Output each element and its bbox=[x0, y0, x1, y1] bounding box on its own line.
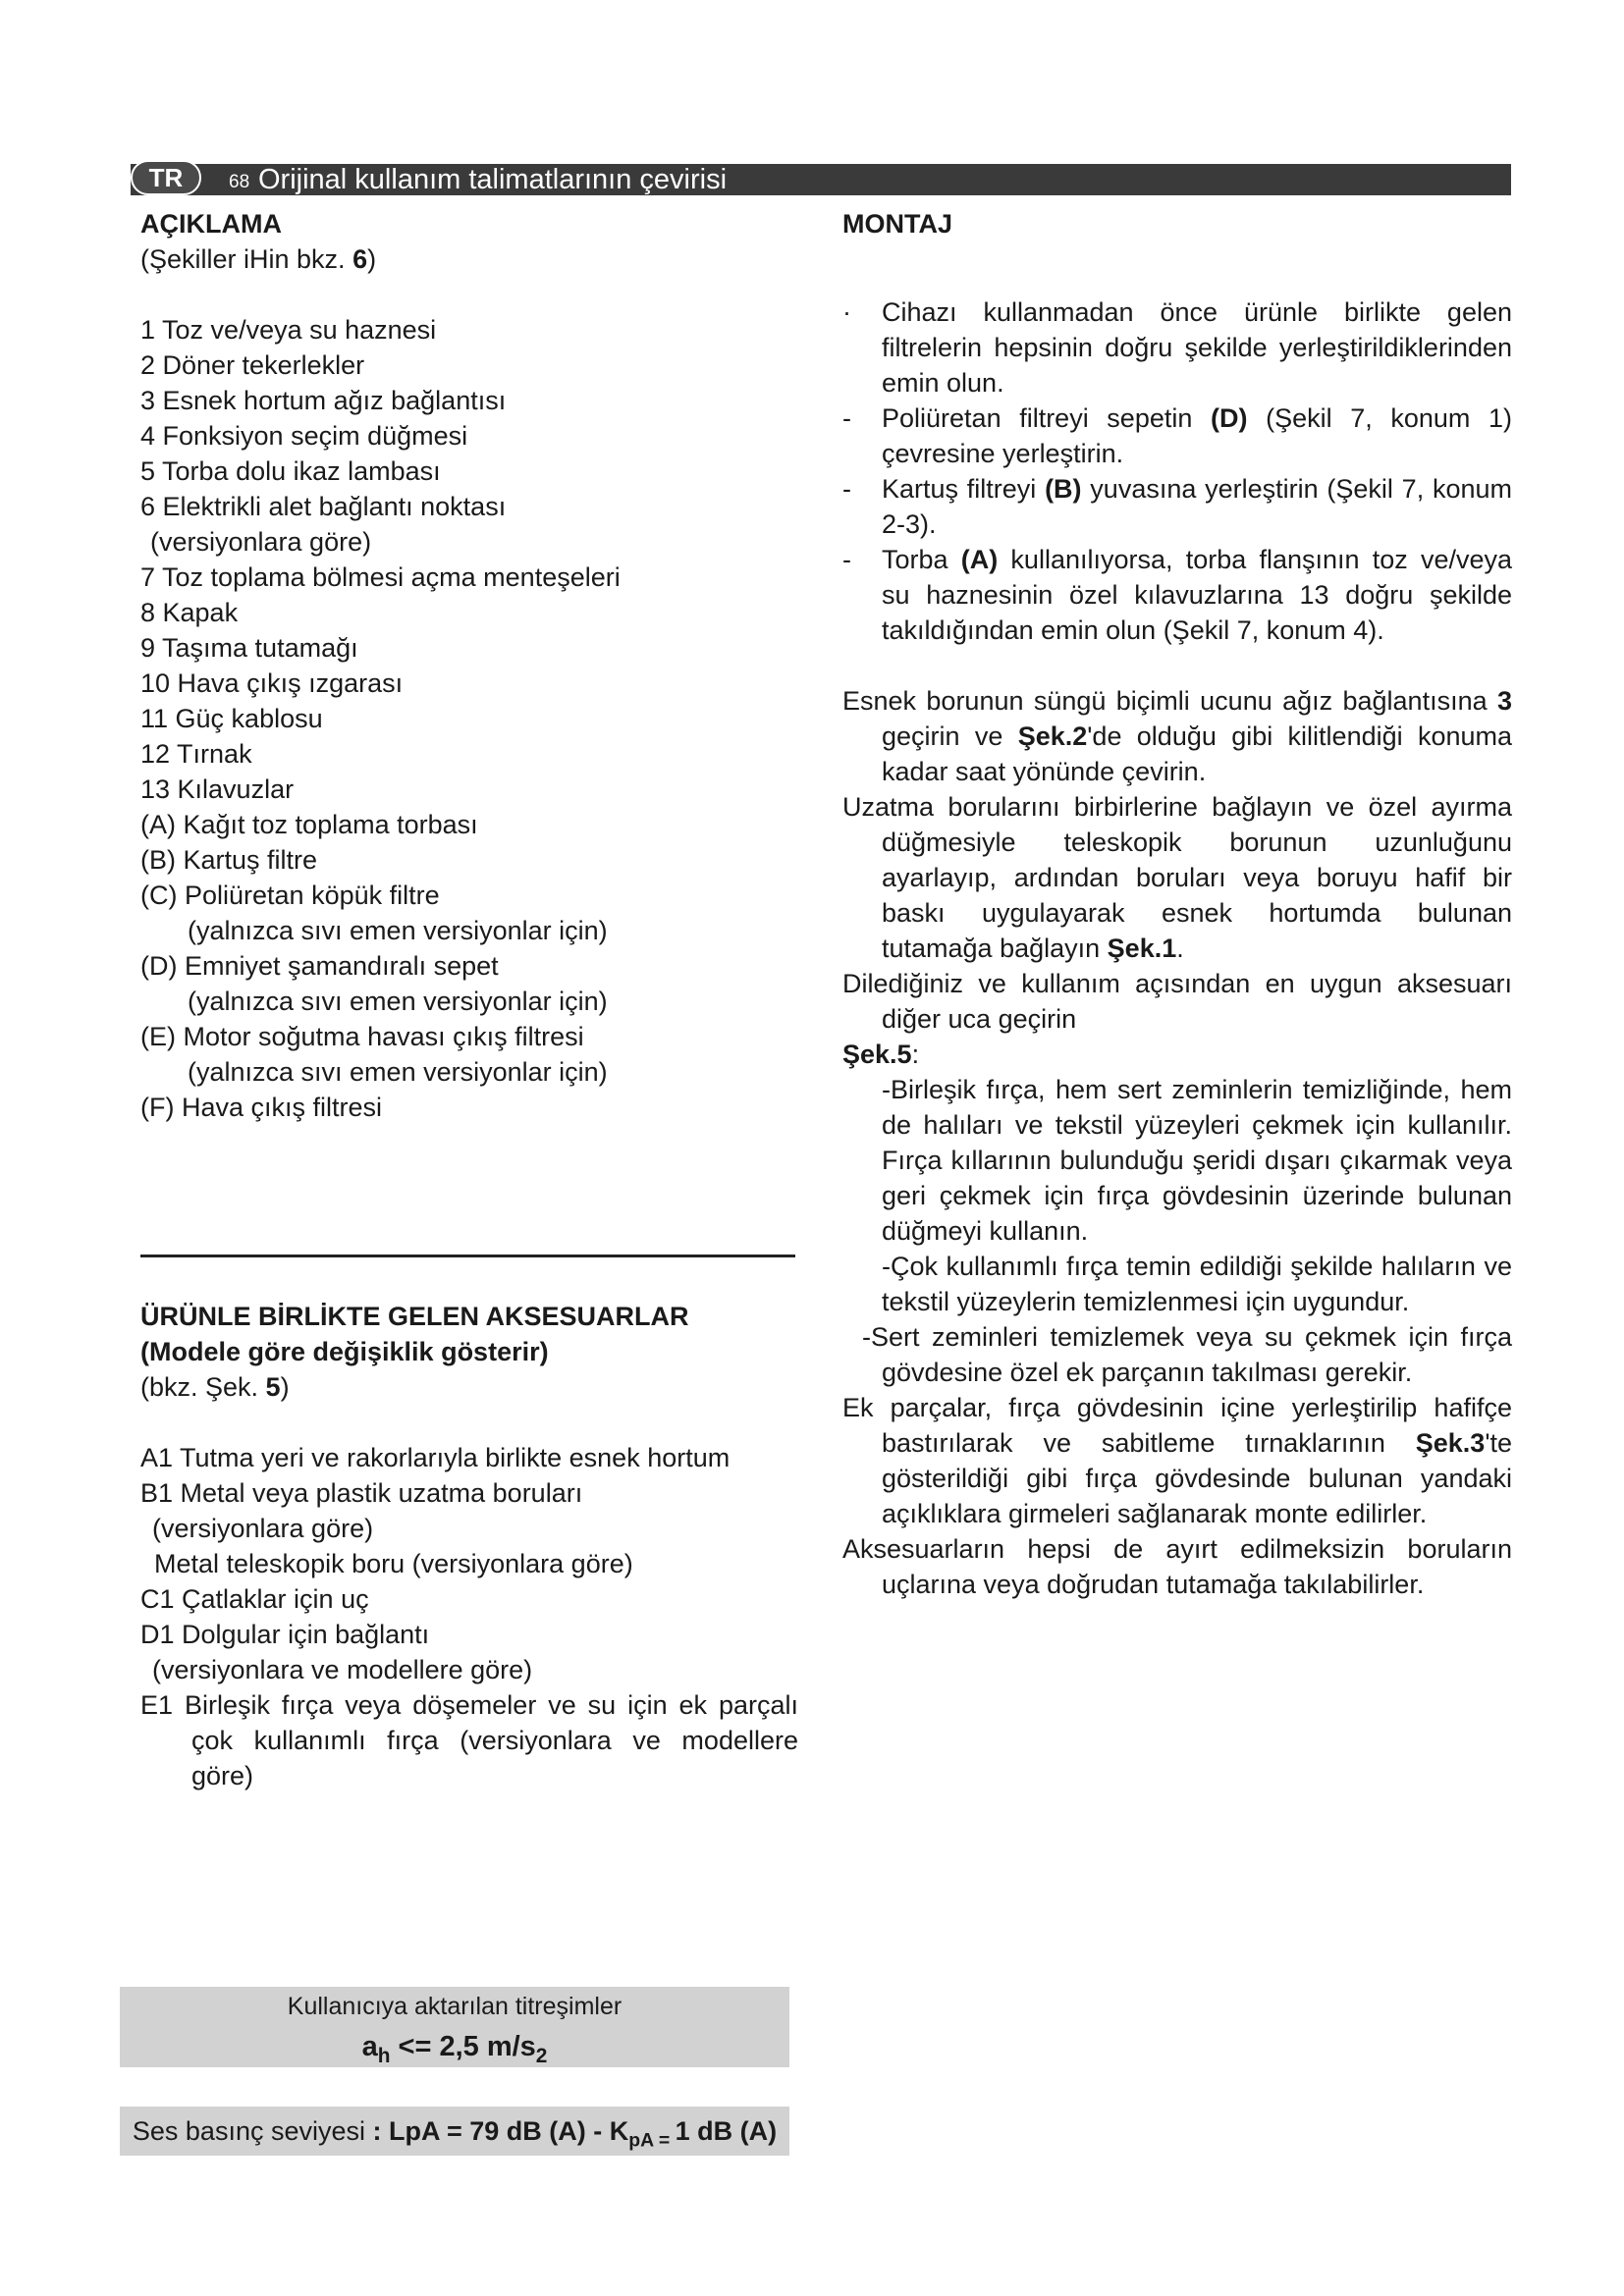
description-item: (yalnızca sıvı emen versiyonlar için) bbox=[188, 916, 608, 945]
description-item: 6 Elektrikli alet bağlantı noktası bbox=[140, 492, 507, 521]
fig5-list bbox=[842, 1072, 1512, 1390]
noise-value: LpA = 79 dB $(A) - K_{pA =}$ 1 dB (A) bbox=[389, 2116, 778, 2152]
description-item: 10 Hava çıkış ızgarası bbox=[140, 668, 404, 698]
fig5-label: Şek.5: bbox=[842, 1040, 920, 1069]
assembly-bullet: · Cihazı kullanmadan önce ürünle birlikte gelen filtrelerin hepsinin doğru şekilde yerleştirildiklerinden emin olun. bbox=[842, 297, 1512, 398]
description-item: (yalnızca sıvı emen versiyonlar için) bbox=[188, 1057, 608, 1087]
page-title: Orijinal kullanım talimatlarının çevirisi bbox=[258, 164, 728, 195]
accessory-item: C1 Çatlaklar için uç bbox=[140, 1584, 369, 1614]
accessories-subheading: (Modele göre değişiklik gösterir) bbox=[140, 1337, 549, 1366]
page-header bbox=[131, 160, 1511, 195]
description-item: 4 Fonksiyon seçim düğmesi bbox=[140, 421, 468, 451]
description-item: 13 Kılavuzlar bbox=[140, 774, 295, 804]
description-heading: AÇIKLAMA bbox=[140, 209, 282, 239]
fig5-item: -Sert zeminleri temizlemek veya su çekmek için fırça gövdesine özel ek parçanın takılması gerekir. bbox=[862, 1322, 1512, 1387]
description-item: 2 Döner tekerlekler bbox=[140, 350, 365, 380]
description-subtext: (Şekiller iHin bkz. 6) bbox=[140, 244, 377, 274]
description-item: (versiyonlara göre) bbox=[150, 527, 372, 557]
assembly-heading: MONTAJ bbox=[842, 209, 952, 239]
description-item: 11 Güç kablosu bbox=[140, 704, 323, 733]
assembly-bullet: - Torba (A) kullanılıyorsa, torba flanşının toz ve/veya su haznesinin özel kılavuzlarına 13 doğru şekilde takıldığından emin olun (Şekil 7, konum 4). bbox=[842, 545, 1512, 645]
accessory-item: (versiyonlara ve modellere göre) bbox=[152, 1655, 533, 1684]
description-item: (E) Motor soğutma havası çıkış filtresi bbox=[140, 1022, 584, 1051]
assembly-paragraph: Dilediğiniz ve kullanım açısından en uygun aksesuarı diğer uca geçirin bbox=[842, 969, 1512, 1034]
description-list bbox=[140, 312, 798, 1125]
fig5-item: -Çok kullanımlı fırça temin edildiği şekilde halıların ve tekstil yüzeylerin temizlenmesi için uygundur. bbox=[882, 1252, 1512, 1316]
description-item: 5 Torba dolu ikaz lambası bbox=[140, 456, 441, 486]
description-item: (yalnızca sıvı emen versiyonlar için) bbox=[188, 987, 608, 1016]
vibration-label: Kullanıcıya aktarılan titreşimler bbox=[287, 1993, 623, 2020]
assembly-paragraph: Esnek borunun süngü biçimli ucunu ağız bağlantısına 3 geçirin ve Şek.2'de olduğu gibi kilitlendiği konuma kadar saat yönünde çevirin. bbox=[842, 686, 1512, 786]
description-item: 8 Kapak bbox=[140, 598, 239, 627]
assembly-bullet: - Poliüretan filtreyi sepetin (D) (Şekil 7, konum 1) çevresine yerleştirin. bbox=[842, 403, 1512, 468]
description-item: (F) Hava çıkış filtresi bbox=[140, 1093, 383, 1122]
section-divider bbox=[140, 1255, 795, 1257]
vibration-value: $a_h <= 2,5$ $m/s_2$ bbox=[361, 2031, 548, 2067]
accessories-ref: (bkz. Şek. 5) bbox=[140, 1372, 290, 1402]
description-item: (B) Kartuş filtre bbox=[140, 845, 318, 875]
assembly-bullets bbox=[842, 294, 1512, 648]
assembly-paragraph: Uzatma borularını birbirlerine bağlayın ve özel ayırma düğmesiyle teleskopik borunun uzunluğunu ayarlayıp, ardından boruları veya boruyu hafif bir baskı uygulayarak esnek hortumda bulunan tutamağa bağlayın Şek.1. bbox=[842, 792, 1512, 963]
accessory-item: B1 Metal veya plastik uzatma boruları bbox=[140, 1478, 583, 1508]
description-item: 12 Tırnak bbox=[140, 739, 252, 769]
accessories-heading: ÜRÜNLE BİRLİKTE GELEN AKSESUARLAR bbox=[140, 1302, 689, 1331]
noise-label: Ses basınç seviyesi bbox=[132, 2116, 365, 2146]
accessory-item: (versiyonlara göre) bbox=[152, 1514, 374, 1543]
language-badge: TR bbox=[131, 160, 201, 195]
vibration-box bbox=[120, 1987, 789, 2067]
description-item: (C) Poliüretan köpük filtre bbox=[140, 881, 440, 910]
assembly-closing-paragraph: Ek parçalar, fırça gövdesinin içine yerleştirilip hafifçe bastırılarak ve sabitleme tırnaklarının Şek.3'te gösterildiği gibi fırça gövdesinde bulunan yandaki açıklıklara girmeleri sağlanarak monte edilirler. bbox=[842, 1393, 1512, 1528]
assembly-section bbox=[842, 206, 1512, 1602]
description-item: 7 Toz toplama bölmesi açma menteşeleri bbox=[140, 562, 621, 592]
description-item: (A) Kağıt toz toplama torbası bbox=[140, 810, 478, 839]
description-item: (D) Emniyet şamandıralı sepet bbox=[140, 951, 499, 981]
accessories-list bbox=[140, 1440, 798, 1793]
accessory-item: D1 Dolgular için bağlantı bbox=[140, 1620, 430, 1649]
noise-box: Ses basınç seviyesi : LpA = 79 dB $(A) - K_{pA =}$ 1 dB (A) bbox=[120, 2107, 789, 2156]
assembly-paragraphs bbox=[842, 683, 1512, 1037]
description-item: 3 Esnek hortum ağız bağlantısı bbox=[140, 386, 507, 415]
accessory-item: E1 Birleşik fırça veya döşemeler ve su için ek parçalı çok kullanımlı fırça (versiyonlara ve modellere göre) bbox=[140, 1690, 798, 1790]
description-item: 1 Toz ve/veya su haznesi bbox=[140, 315, 437, 345]
page-number: 68 bbox=[229, 172, 250, 192]
assembly-closing bbox=[842, 1390, 1512, 1602]
description-section bbox=[140, 206, 798, 1125]
accessories-section bbox=[140, 1299, 798, 1793]
fig5-item: -Birleşik fırça, hem sert zeminlerin temizliğinde, hem de halıları ve tekstil yüzeyleri çekmek için kullanılır. Fırça kıllarının bulunduğu şeridi dışarı çıkarmak veya geri çekmek için fırça gövdesinin üzerinde bulunan düğmeyi kullanın. bbox=[882, 1075, 1512, 1246]
accessory-item: A1 Tutma yeri ve rakorlarıyla birlikte esnek hortum bbox=[140, 1443, 731, 1472]
description-item: 9 Taşıma tutamağı bbox=[140, 633, 358, 663]
assembly-closing-paragraph: Aksesuarların hepsi de ayırt edilmeksizin boruların uçlarına veya doğrudan tutamağa takılabilirler. bbox=[842, 1534, 1512, 1599]
accessory-item: Metal teleskopik boru (versiyonlara göre) bbox=[154, 1549, 633, 1578]
assembly-bullet: - Kartuş filtreyi (B) yuvasına yerleştirin (Şekil 7, konum 2-3). bbox=[842, 474, 1513, 539]
